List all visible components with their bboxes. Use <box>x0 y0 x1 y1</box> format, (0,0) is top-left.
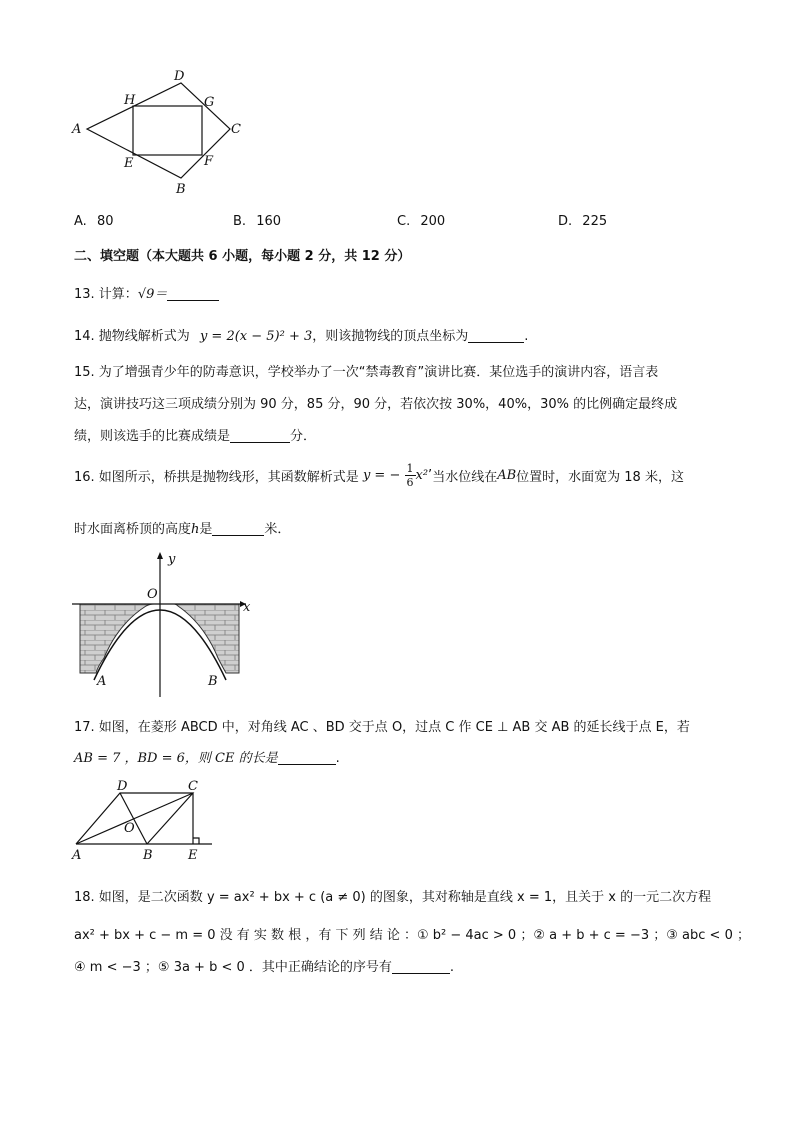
option-value: 80 <box>96 214 114 229</box>
q18-line-3 <box>74 956 454 975</box>
q12-label-c: C <box>231 122 241 137</box>
q17-label-b: B <box>143 848 153 863</box>
q17-line-2-end: . <box>335 751 340 766</box>
q18-line-2: ax² + bx + c − m = 0 没 有 实 数 根 ，有 下 列 结 论 ：① b² − 4ac > 0 ；② a + b + c = −3 ；③ abc < 0 ； <box>74 928 750 943</box>
option-letter: D. <box>558 214 573 229</box>
q18-line-3-end: . <box>449 960 455 975</box>
q16-line-1-text: 16. 如图所示，桥拱是抛物线形，其函数解析式是 <box>74 470 359 485</box>
q15-line-1: 15. 为了增强青少年的防毒意识，学校举办了一次“禁毒教育”演讲比赛．某位选手的演讲内容，语言表 <box>74 365 659 380</box>
q12-label-b: B <box>176 182 186 197</box>
q17-label-e: E <box>188 848 198 863</box>
q16-label-a: A <box>97 674 107 689</box>
q17-line-2-text: AB = 7 ，BD = 6，则 CE 的长是 <box>74 751 278 766</box>
q16-label-y: y <box>168 552 176 567</box>
q16-label-o: O <box>147 587 158 602</box>
q15-line-2: 达，演讲技巧这三项成绩分别为 90 分，85 分，90 分，若依次按 30%，40%，30% 的比例确定最终成 <box>74 397 678 412</box>
q14-prefix: 14. 抛物线解析式为 <box>74 329 190 344</box>
option-letter: A. <box>74 214 87 229</box>
q12-label-f: F <box>204 154 214 169</box>
q14-expr: y = 2(x − 5)² + 3 <box>199 329 313 344</box>
q12-label-d: D <box>174 69 185 84</box>
q16-line-2-end: 米． <box>264 522 291 537</box>
q12-label-a: A <box>72 122 82 137</box>
q13-expr: √9＝ <box>137 287 168 302</box>
q17-right-angle <box>193 838 199 844</box>
q14-end: . <box>524 329 529 344</box>
q18-line-3-text: ④ m < −3 ；⑤ 3a + b < 0 ．其中正确结论的序号有 <box>74 960 392 975</box>
q14-suffix: ，则该抛物线的顶点坐标为 <box>312 329 469 344</box>
option-value: 225 <box>582 214 608 229</box>
q16-line-1: 16. 如图所示，桥拱是抛物线形，其函数解析式是 y = − $\frac{1}{6}$ x²’当水位线在AB位置时，水面宽为 18 米，这 <box>74 462 684 489</box>
q16-label-x: x <box>243 600 251 615</box>
option-letter: C. <box>397 214 411 229</box>
q16-frac-num: 1 <box>406 462 414 475</box>
q17-label-a: A <box>72 848 82 863</box>
q12-label-g: G <box>204 95 215 110</box>
q16-line-2-mid: 是 <box>199 522 213 537</box>
q12-label-e: E <box>124 156 134 171</box>
option-value: 200 <box>420 214 446 229</box>
q17-label-d: D <box>117 779 128 794</box>
q16-line-1-end: 位置时，水面宽为 18 米，这 <box>516 470 684 485</box>
q16-expr-left: y = − <box>362 468 401 483</box>
q17-label-o: O <box>124 821 135 836</box>
q16-label-b: B <box>208 674 218 689</box>
q16-line-2-text: 时水面离桥顶的高度 <box>74 522 192 537</box>
q15-line-3-end: 分． <box>290 429 317 444</box>
section-title: 二、填空题（本大题共 6 小题，每小题 2 分，共 12 分） <box>74 249 411 264</box>
q17-label-c: C <box>188 779 198 794</box>
q16-line-1-mid: 当水位线在 <box>432 470 498 485</box>
q17-line-1: 17. 如图，在菱形 ABCD 中，对角线 AC 、BD 交于点 O，过点 C 作 CE ⊥ AB 交 AB 的延长线于点 E，若 <box>74 720 690 735</box>
q15-line-3-text: 绩，则该选手的比赛成绩是 <box>74 429 231 444</box>
q16-expr-right: x² <box>415 468 429 483</box>
q16-frac-den: 6 <box>406 476 414 489</box>
q16-h: h <box>191 522 200 537</box>
q17-diagonal-ac <box>76 793 193 844</box>
q13-prefix: 13. 计算： <box>74 287 138 302</box>
option-value: 160 <box>256 214 282 229</box>
option-letter: B. <box>233 214 247 229</box>
q12-label-h: H <box>124 93 136 108</box>
q17-diagonal-bd <box>120 793 147 844</box>
q18-answer-blank[interactable] <box>392 959 450 974</box>
q16-ab: AB <box>497 468 517 483</box>
q18-line-1: 18. 如图，是二次函数 y = ax² + bx + c (a ≠ 0) 的图象，其对称轴是直线 x = 1，且关于 x 的一元二次方程 <box>74 890 712 905</box>
